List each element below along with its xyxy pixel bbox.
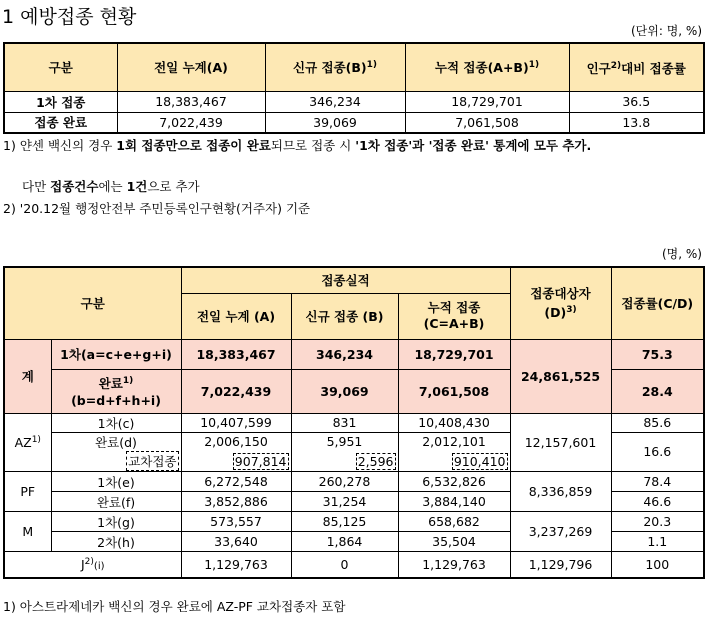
- header-gubun: 구분: [4, 267, 181, 339]
- vaccine-label: PF: [4, 472, 51, 512]
- header-prev-total: 전일 누계(A): [117, 43, 265, 91]
- cell-value: 6,272,548: [181, 472, 291, 492]
- table-row: [4, 339, 704, 369]
- cell-value: 573,557: [181, 512, 291, 532]
- table-row: [4, 472, 704, 492]
- row-label: 1차 접종: [4, 91, 117, 112]
- row-label: 1차(a=c+e+g+i): [51, 339, 181, 369]
- cell-value: 20.3: [611, 512, 704, 532]
- row-label: 교차접종: [51, 451, 181, 472]
- cell-value: 346,234: [291, 339, 398, 369]
- table-row: [4, 91, 704, 112]
- cell-value: 46.6: [611, 492, 704, 512]
- cell-value: 39,069: [291, 369, 398, 413]
- cell-value: 0: [291, 552, 398, 578]
- cell-value: 18,383,467: [117, 91, 265, 112]
- cell-value: 7,061,508: [398, 369, 510, 413]
- cell-value: 100: [611, 552, 704, 578]
- row-label: 접종 완료: [4, 112, 117, 133]
- vaccine-label: AZ$^{1)}$: [4, 413, 51, 472]
- cell-value: 8,336,859: [510, 472, 611, 512]
- header-prev-total: 전일 누계 (A): [181, 293, 291, 339]
- cell-value: 75.3: [611, 339, 704, 369]
- row-label: 1차(e): [51, 472, 181, 492]
- detail-header-row: [4, 267, 704, 293]
- cell-value: 2,596: [291, 451, 398, 472]
- cell-value: 39,069: [265, 112, 405, 133]
- cell-value: 3,237,269: [510, 512, 611, 552]
- cell-value: 2,012,101: [398, 432, 510, 451]
- vaccine-label: M: [4, 512, 51, 552]
- cell-value: 13.8: [569, 112, 704, 133]
- cell-value: 35,504: [398, 532, 510, 552]
- section-title: 1 예방접종 현황: [2, 6, 137, 28]
- table-row: [4, 512, 704, 532]
- cell-value: 1,129,763: [398, 552, 510, 578]
- cell-value: 2,006,150: [181, 432, 291, 451]
- cell-value: 18,729,701: [405, 91, 569, 112]
- row-label: 2차(h): [51, 532, 181, 552]
- cell-value: 346,234: [265, 91, 405, 112]
- header-rate: 접종률(C/D): [611, 267, 704, 339]
- cell-value: 78.4: [611, 472, 704, 492]
- cell-value: 7,061,508: [405, 112, 569, 133]
- cell-value: 10,407,599: [181, 413, 291, 432]
- footnote-3: 1) 아스트라제네카 백신의 경우 완료에 AZ-PF 교차접종자 포함: [3, 599, 346, 614]
- summary-header-row: [4, 43, 704, 91]
- header-new: 신규 접종 (B): [291, 293, 398, 339]
- cell-value: 907,814: [181, 451, 291, 472]
- header-target: 접종대상자 $(D)^{3)}$: [510, 267, 611, 339]
- cell-value: 18,729,701: [398, 339, 510, 369]
- cell-value: 28.4: [611, 369, 704, 413]
- cell-value: 85.6: [611, 413, 704, 432]
- cell-value: 6,532,826: [398, 472, 510, 492]
- cell-value: 658,682: [398, 512, 510, 532]
- header-rate: 인구$^{2)}$대비 접종률: [569, 43, 704, 91]
- cell-value: 7,022,439: [117, 112, 265, 133]
- cell-value: 31,254: [291, 492, 398, 512]
- row-label: 완료(f): [51, 492, 181, 512]
- cell-value: 16.6: [611, 432, 704, 472]
- cell-value: 5,951: [291, 432, 398, 451]
- row-label: 1차(g): [51, 512, 181, 532]
- unit-label-2: (명, %): [662, 247, 702, 261]
- header-new: 신규 접종$(B)^{1)}$: [265, 43, 405, 91]
- cell-value: 260,278: [291, 472, 398, 492]
- vaccine-label: $J^{2)}(i)$: [4, 552, 181, 578]
- header-cumulative: 누적 접종 (C=A+B): [398, 293, 510, 339]
- cell-value: 1.1: [611, 532, 704, 552]
- summary-table: [3, 42, 705, 134]
- footnote-2: 2) '20.12월 행정안전부 주민등록인구현황(거주자) 기준: [3, 201, 311, 216]
- table-row: [4, 552, 704, 578]
- cell-value: 1,129,796: [510, 552, 611, 578]
- cell-value: 831: [291, 413, 398, 432]
- cell-value: 910,410: [398, 451, 510, 472]
- detail-table: [3, 266, 705, 579]
- cell-value: 33,640: [181, 532, 291, 552]
- row-label: 완료(d): [51, 432, 181, 451]
- footnote-1: 1) 얀센 백신의 경우 1회 접종만으로 접종이 완료되므로 접종 시 '1차 접종'과 '접종 완료' 통계에 모두 추가.: [3, 138, 592, 153]
- cell-value: 1,864: [291, 532, 398, 552]
- table-row: [4, 413, 704, 432]
- cell-value: 24,861,525: [510, 339, 611, 413]
- row-label: 완료$^{1)}$ (b=d+f+h+i): [51, 369, 181, 413]
- cell-value: 10,408,430: [398, 413, 510, 432]
- cell-value: 3,852,886: [181, 492, 291, 512]
- row-label: 1차(c): [51, 413, 181, 432]
- header-performance: 접종실적: [181, 267, 510, 293]
- cell-value: 1,129,763: [181, 552, 291, 578]
- unit-label-1: (단위: 명, %): [630, 24, 702, 38]
- cell-value: 18,383,467: [181, 339, 291, 369]
- table-row: [4, 112, 704, 133]
- footnote-1-cont: 다만 접종건수에는 1건으로 추가: [22, 179, 200, 194]
- total-label: 계: [4, 339, 51, 413]
- cell-value: 85,125: [291, 512, 398, 532]
- header-cumulative: 누적 접종$(A+B)^{1)}$: [405, 43, 569, 91]
- cell-value: 36.5: [569, 91, 704, 112]
- header-gubun: 구분: [4, 43, 117, 91]
- cell-value: 3,884,140: [398, 492, 510, 512]
- cell-value: 12,157,601: [510, 413, 611, 472]
- cell-value: 7,022,439: [181, 369, 291, 413]
